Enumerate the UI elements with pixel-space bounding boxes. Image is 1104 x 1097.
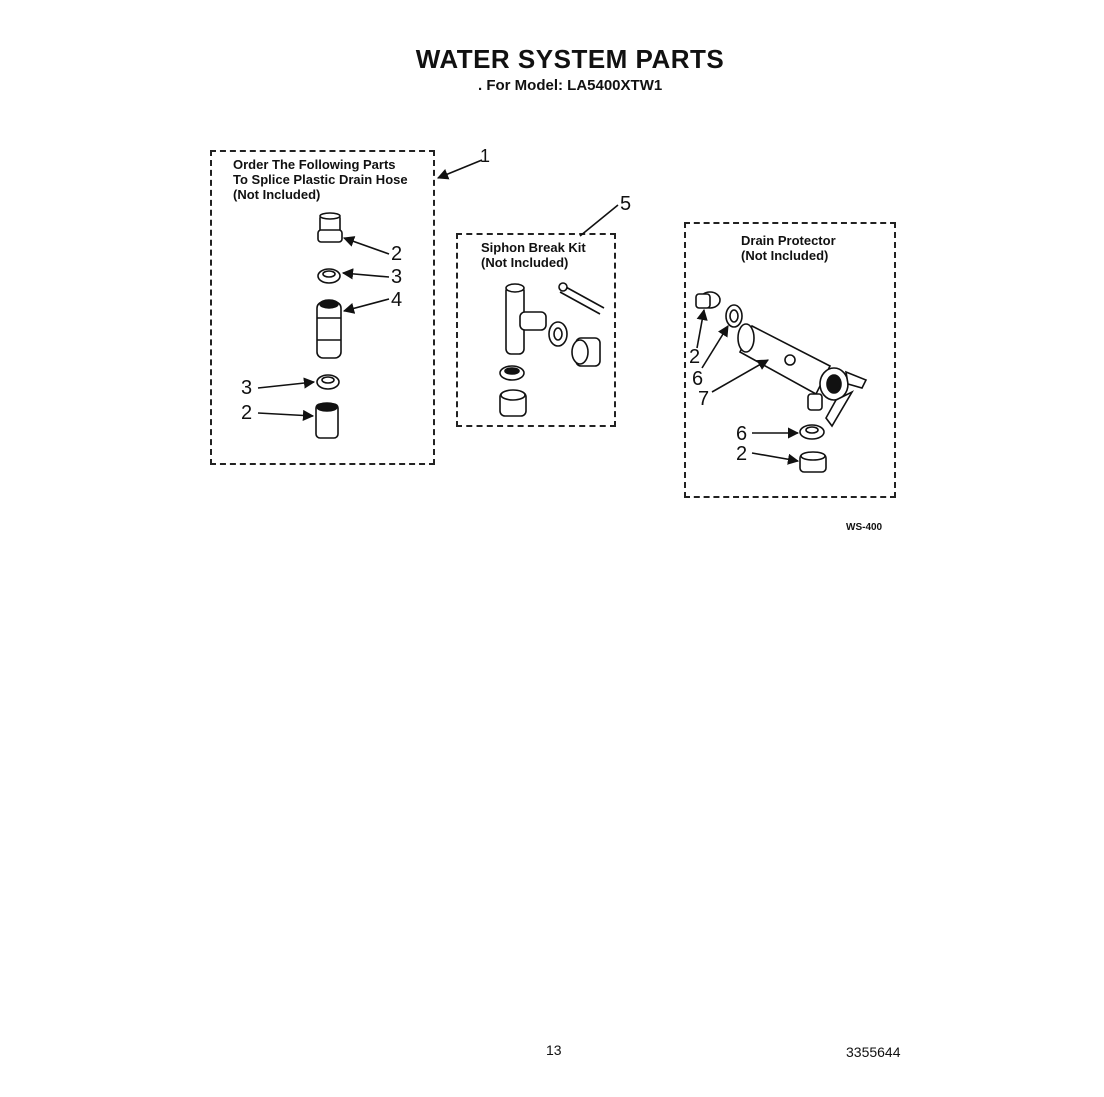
clamp-ring-bottom-part-3 — [317, 375, 339, 389]
siphon-tee-fitting — [506, 284, 546, 354]
siphon-break-kit-label: Siphon Break Kit (Not Included) — [481, 240, 586, 270]
callout-6-drain-bottom: 6 — [736, 423, 748, 445]
drain-cap-part-2 — [696, 292, 720, 308]
callout-4: 4 — [391, 289, 403, 311]
clamp-ring-top-part-3 — [318, 269, 340, 283]
connector-tube-part-4 — [317, 300, 341, 358]
callout-3-top: 3 — [391, 266, 403, 288]
callout-2-drain-bottom: 2 — [736, 443, 748, 465]
splice-parts-label: Order The Following Parts To Splice Plastic Drain Hose (Not Included) — [233, 157, 408, 202]
siphon-tube-plug — [559, 283, 604, 314]
leader-drain-7 — [712, 360, 768, 392]
leader-drain-2-bottom — [752, 453, 798, 461]
drain-lower-ring-part-6 — [800, 425, 824, 439]
coupling-bottom-part-2 — [316, 403, 338, 438]
callout-3-bottom: 3 — [241, 377, 253, 399]
leader-3-top — [343, 273, 389, 277]
siphon-coupling — [572, 338, 600, 366]
leader-3-bottom — [258, 382, 314, 388]
callout-group-ref-5: 5 — [620, 193, 632, 215]
leader-drain-6-top — [702, 326, 728, 368]
leader-group-5 — [580, 205, 618, 236]
drain-protector-label: Drain Protector (Not Included) — [741, 233, 836, 263]
coupling-top-part-2 — [318, 213, 342, 242]
drain-protector-body-part-7 — [738, 324, 866, 426]
leader-4 — [344, 299, 389, 311]
callout-7: 7 — [698, 388, 710, 410]
callout-group-ref-1: 1 — [480, 146, 491, 166]
callout-2-drain-top: 2 — [689, 346, 701, 368]
callout-2-bottom: 2 — [241, 402, 253, 424]
leader-2-top — [344, 238, 389, 254]
page-title: WATER SYSTEM PARTS — [415, 44, 725, 74]
document-number: 3355644 — [846, 1044, 901, 1060]
siphon-lower-cap — [500, 390, 526, 416]
drain-lower-cap-part-2 — [800, 452, 826, 472]
leader-drain-2-top — [697, 310, 704, 348]
siphon-lower-ring — [500, 366, 524, 380]
callout-6-drain-top: 6 — [692, 368, 704, 390]
model-subtitle: . For Model: LA5400XTW1 — [478, 77, 663, 94]
siphon-clamp-ring — [549, 322, 567, 346]
callout-2-top: 2 — [391, 243, 403, 265]
leader-2-bottom — [258, 413, 313, 416]
figure-code: WS-400 — [846, 522, 883, 533]
leader-group-1 — [438, 160, 482, 178]
drain-ring-part-6 — [726, 305, 742, 327]
page-number: 13 — [546, 1042, 562, 1058]
